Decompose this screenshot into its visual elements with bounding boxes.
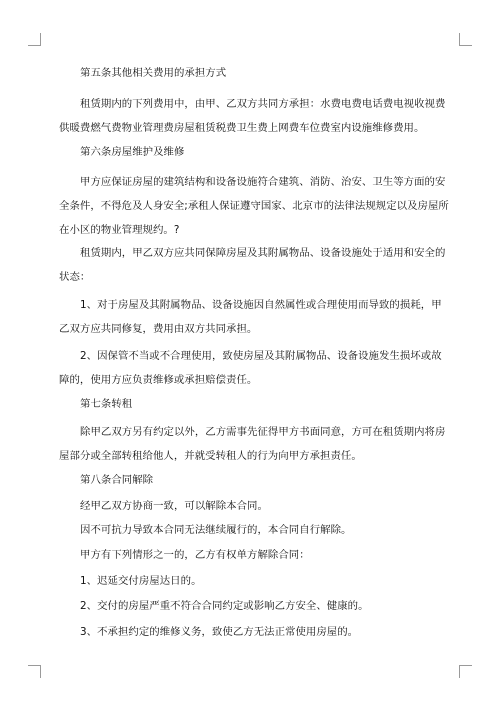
- list-item-line: 2、交付的房屋严重不符合合同约定或影响乙方安全、健康的。: [80, 600, 369, 612]
- list-item-line: 1、对于房屋及其附属物品、设备设施因自然属性或合理使用而导致的损耗，甲: [80, 299, 442, 311]
- list-item-line: 3、不承担约定的维修义务，致使乙方无法正常使用房屋的。: [80, 626, 359, 638]
- paragraph-line: 状态：: [59, 271, 91, 283]
- section-heading-5: 第五条其他相关费用的承担方式: [80, 67, 227, 79]
- section-heading-7: 第七条转租: [80, 398, 133, 410]
- paragraph-line: 除甲乙双方另有约定以外，乙方需事先征得甲方书面同意，方可在租赁期内将房: [80, 426, 446, 438]
- paragraph-line: 甲方应保证房屋的建筑结构和设备设施符合建筑、消防、治安、卫生等方面的安: [80, 176, 446, 188]
- paragraph-line: 甲方有下列情形之一的，乙方有权单方解除合同：: [80, 549, 310, 561]
- paragraph-line: 因不可抗力导致本合同无法继续履行的，本合同自行解除。: [80, 524, 352, 536]
- section-heading-8: 第八条合同解除: [80, 474, 154, 486]
- paragraph-line: 经甲乙双方协商一致，可以解除本合同。: [80, 500, 268, 512]
- list-item-line: 乙双方应共同修复，费用由双方共同承担。: [59, 323, 258, 335]
- list-item-line: 1、迟延交付房屋达日的。: [80, 575, 202, 587]
- section-heading-6: 第六条房屋维护及维修: [80, 146, 185, 158]
- paragraph-line: 租赁期内的下列费用中，由甲、乙双方共同方承担：水费电费电话费电视收视费: [80, 98, 446, 110]
- list-item-line: 障的，使用方应负责维修或承担赔偿责任。: [59, 374, 258, 386]
- paragraph-line: 在小区的物业管理规约。?: [59, 224, 180, 236]
- list-item-line: 2、因保管不当或不合理使用，致使房屋及其附属物品、设备设施发生损坏或故: [80, 350, 442, 362]
- paragraph-line: 租赁期内，甲乙双方应共同保障房屋及其附属物品、设备设施处于适用和安全的: [80, 247, 446, 259]
- paragraph-line: 供暖费燃气费物业管理费房屋租赁税费卫生费上网费车位费室内设施维修费用。: [59, 122, 425, 134]
- paragraph-line: 全条件，不得危及人身安全;承租人保证遵守国家、北京市的法律法规规定以及房屋所: [59, 200, 449, 212]
- paragraph-line: 屋部分或全部转租给他人，并就受转租人的行为向甲方承担责任。: [59, 450, 362, 462]
